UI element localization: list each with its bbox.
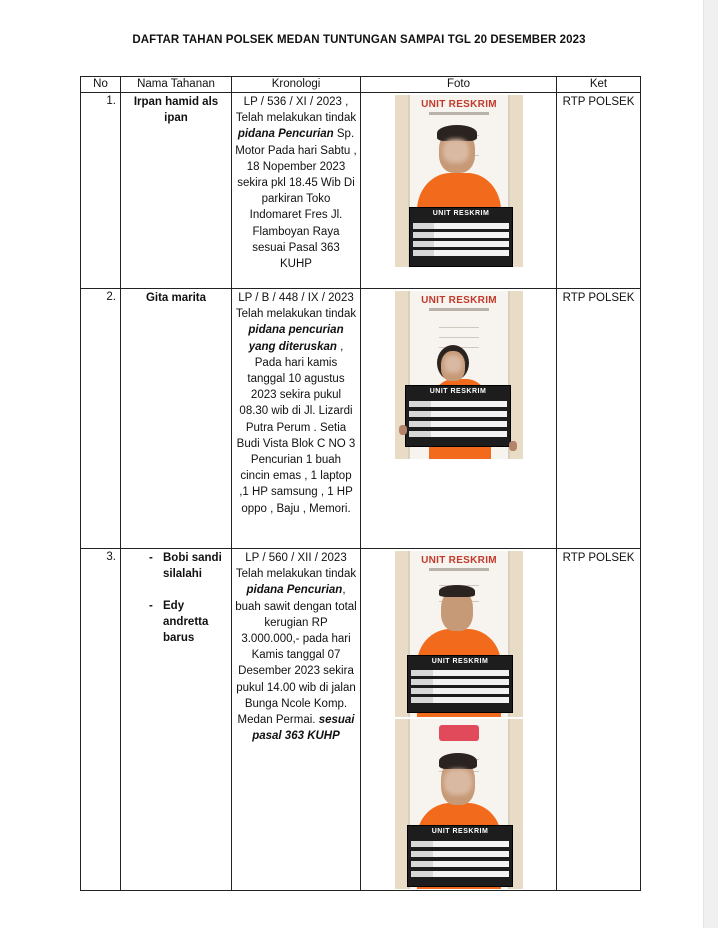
chronology-text: LP / B / 448 / IX / 2023 Telah melakukan tindak pidana pencurian yang diteruskan , Pada hari kamis tanggal 10 agustus 2023 sekira pukul 08.30 wib di Jl. Lizardi Putra Perum . Setia Budi Vista Blok C NO 3 Pencurian 1 buah cincin emas , 1 laptop ,1 HP samsung , 1 HP oppo , Baju , Memori. [232, 289, 361, 549]
name-board: UNIT RESKRIM [405, 385, 511, 447]
status-note: RTP POLSEK [557, 93, 641, 289]
chronology-text: LP / 536 / XI / 2023 , Telah melakukan tindak pidana Pencurian Sp. Motor Pada hari Sabtu , 18 Nopember 2023 sekira pkl 18.45 Wib Di parkiran Toko Indomaret Fres Jl. Flamboyan Raya sesuai Pasal 363 KUHP [232, 93, 361, 289]
mugshot-photo: UNIT RESKRIM UNIT RESKRIM [395, 291, 523, 459]
header-no: No [81, 77, 121, 93]
status-note: RTP POLSEK [557, 549, 641, 891]
detainee-name: Irpan hamid als ipan [121, 93, 232, 289]
name-board: UNIT RESKRIM [407, 825, 513, 887]
page-edge [703, 0, 718, 928]
row-number: 1. [81, 93, 121, 289]
mugshot-photo: UNIT RESKRIM UNIT RESKRIM [395, 551, 523, 717]
detainee-name: Gita marita [121, 289, 232, 549]
name-board: UNIT RESKRIM [407, 655, 513, 713]
mugshot-photo: UNIT RESKRIM UNIT RESKRIM [395, 95, 523, 267]
header-kronologi: Kronologi [232, 77, 361, 93]
document-title: DAFTAR TAHAN POLSEK MEDAN TUNTUNGAN SAMPAI TGL 20 DESEMBER 2023 [132, 34, 586, 46]
detainee-name: Edy andretta barus [163, 600, 209, 644]
list-item: - Edy andretta barus [125, 598, 227, 646]
photo-cell [361, 289, 557, 549]
mugshot-photo [395, 719, 523, 889]
row-number: 3. [81, 549, 121, 891]
name-board: UNIT RESKRIM [409, 207, 513, 267]
row-number: 2. [81, 289, 121, 549]
table-header-row [81, 77, 641, 93]
table-row [81, 93, 641, 289]
table-row [81, 289, 641, 549]
header-foto: Foto [361, 77, 557, 93]
detainee-table [80, 76, 641, 891]
detainee-names [121, 549, 232, 891]
list-item: - Bobi sandi silalahi [149, 552, 222, 580]
photo-cell [361, 93, 557, 289]
status-note: RTP POLSEK [557, 289, 641, 549]
table-row [81, 549, 641, 891]
header-ket: Ket [557, 77, 641, 93]
photo-cell [361, 549, 557, 891]
chronology-text: LP / 560 / XII / 2023 Telah melakukan tindak pidana Pencurian, buah sawit dengan total kerugian RP 3.000.000,- pada hari Kamis tanggal 07 Desember 2023 sekira pukul 14.00 wib di jalan Bunga Ncole Komp. Medan Permai. sesuai pasal 363 KUHP [232, 549, 361, 891]
header-nama-tahanan: Nama Tahanan [121, 77, 232, 93]
detainee-name: Bobi sandi silalahi [163, 552, 222, 580]
